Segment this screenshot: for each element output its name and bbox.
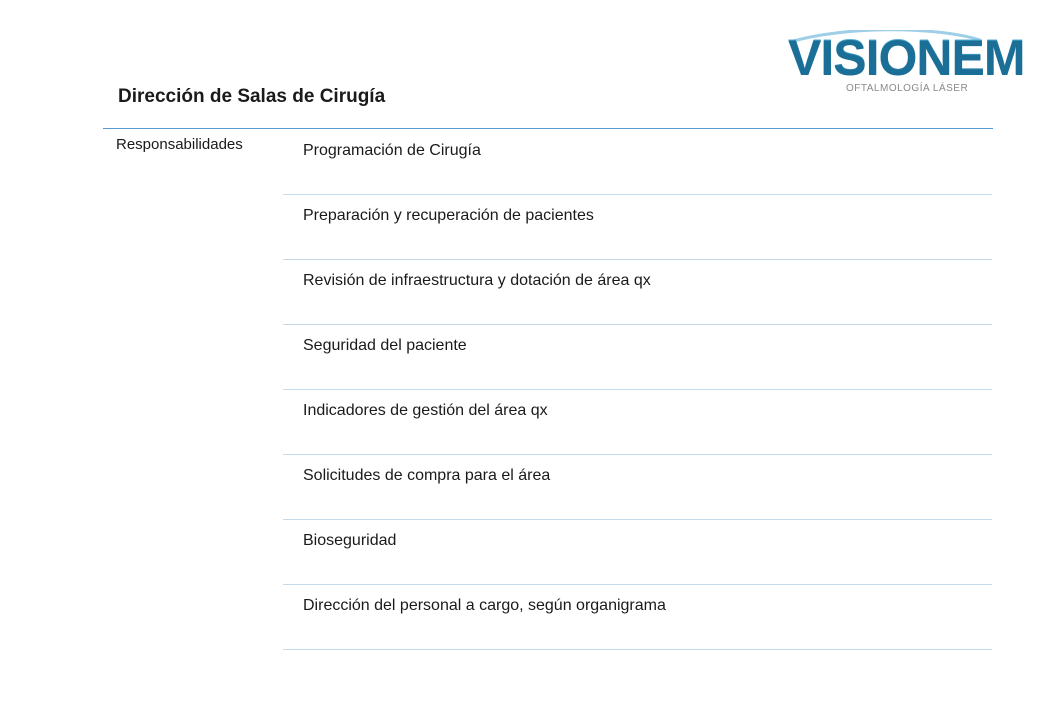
list-item: [283, 390, 992, 455]
list-item-text: Indicadores de gestión del área qx: [303, 402, 548, 419]
list-item-text: Programación de Cirugía: [303, 142, 481, 159]
list-item-text: Bioseguridad: [303, 532, 397, 549]
list-item: [283, 520, 992, 585]
list-item-text: Dirección del personal a cargo, según organigrama: [303, 597, 666, 614]
responsibilities-list: [283, 130, 992, 650]
list-item: [283, 130, 992, 195]
list-item-text: Revisión de infraestructura y dotación de área qx: [303, 272, 651, 289]
list-item-text: Solicitudes de compra para el área: [303, 467, 551, 484]
list-item: [283, 260, 992, 325]
page-title: Dirección de Salas de Cirugía: [118, 86, 386, 107]
list-item-text: Preparación y recuperación de pacientes: [303, 207, 594, 224]
visionem-logo: [784, 29, 1025, 100]
list-item: [283, 585, 992, 650]
list-item: [283, 325, 992, 390]
list-item: [283, 455, 992, 520]
logo-tagline: OFTALMOLOGÍA LÁSER: [846, 83, 969, 94]
list-item: [283, 195, 992, 260]
section-label: Responsabilidades: [116, 136, 243, 153]
title-divider: [103, 128, 993, 129]
list-item-text: Seguridad del paciente: [303, 337, 467, 354]
logo-wordmark: VISIONEM: [788, 29, 1025, 85]
